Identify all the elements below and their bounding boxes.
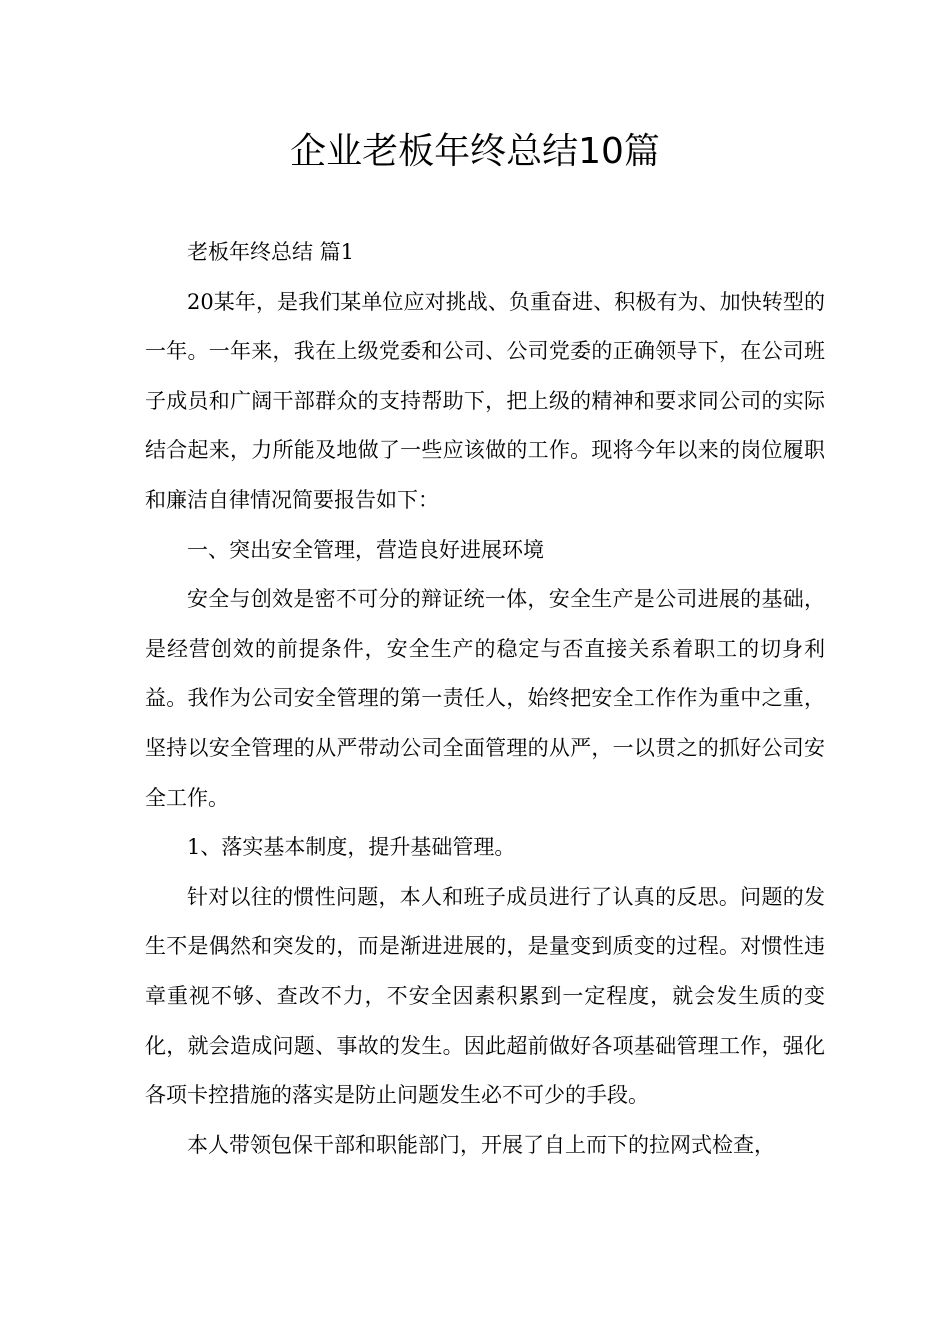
section-heading: 一、突出安全管理，营造良好进展环境 <box>187 537 544 562</box>
document-title: 企业老板年终总结10篇 <box>290 131 660 172</box>
section-heading: 老板年终总结 篇1 <box>187 240 355 264</box>
paragraph: 安全与创效是密不可分的辩证统一体，安全生产是公司进展的基础，是经营创效的前提条件，安全生产的稳定与否直接关系着职工的切身利益。我作为公司安全管理的第一责任人，始终把安全工作作为重中之重，坚持以安全管理的从严带动公司全面管理的从严，一以贯之的抓好公司安全工作。 <box>145 587 825 810</box>
document-body <box>145 228 825 1170</box>
paragraph: 20某年，是我们某单位应对挑战、负重奋进、积极有为、加快转型的一年。一年来，我在上级党委和公司、公司党委的正确领导下，在公司班子成员和广阔干部群众的支持帮助下，把上级的精神和要求同公司的实际结合起来，力所能及地做了一些应该做的工作。现将今年以来的岗位履职和廉洁自律情况简要报告如下： <box>145 289 825 512</box>
paragraph: 本人带领包保干部和职能部门，开展了自上而下的拉网式检查， <box>187 1132 775 1157</box>
subsection-heading: 1、落实基本制度，提升基础管理。 <box>187 835 516 860</box>
paragraph: 针对以往的惯性问题，本人和班子成员进行了认真的反思。问题的发生不是偶然和突发的，而是渐进进展的，是量变到质变的过程。对惯性违章重视不够、查改不力，不安全因素积累到一定程度，就会发生质的变化，就会造成问题、事故的发生。因此超前做好各项基础管理工作，强化各项卡控措施的落实是防止问题发生必不可少的手段。 <box>145 884 825 1108</box>
